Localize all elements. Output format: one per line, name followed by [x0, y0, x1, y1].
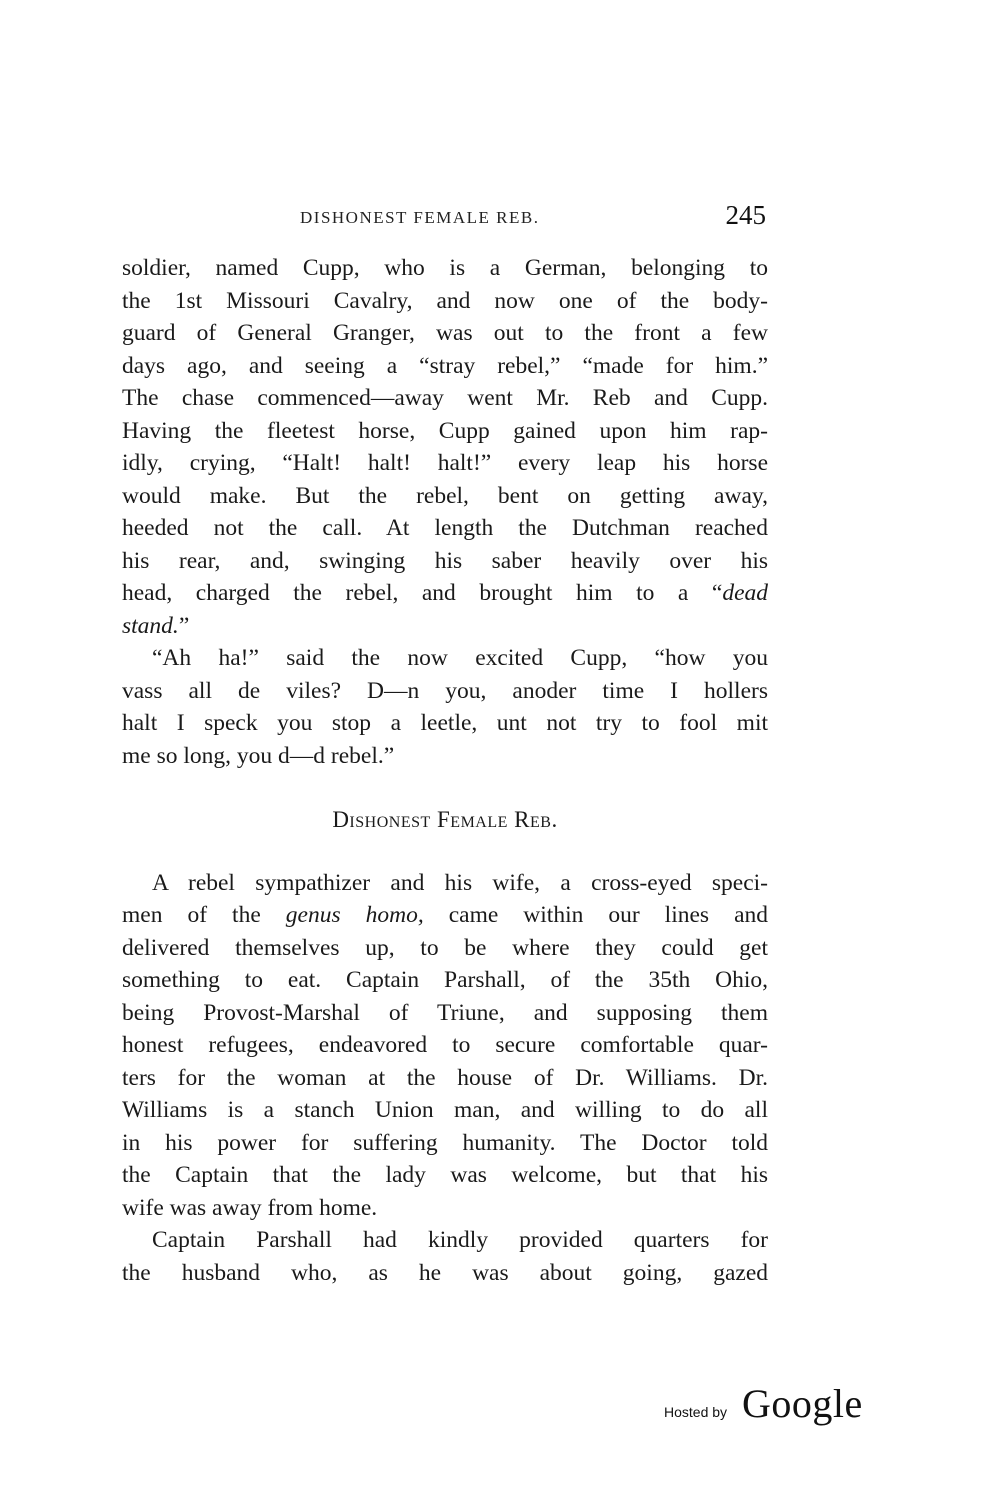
italic-text: dead [722, 580, 768, 606]
paragraph-rebel-sympathizer [122, 867, 768, 1225]
paragraph-cupp-chase [122, 252, 768, 642]
italic-text: stand. [122, 612, 179, 639]
text-line: would make. But the rebel, bent on getting away, [122, 482, 768, 509]
page-number: 245 [725, 200, 766, 230]
running-title: DISHONEST FEMALE REB. [300, 208, 540, 227]
text-line: The chase commenced—away went Mr. Reb and Cupp. [122, 385, 768, 411]
text-line: heeded not the call. At length the Dutchman reached [122, 515, 768, 541]
text-line: soldier, named Cupp, who is a German, belonging to [122, 255, 768, 281]
text-line: halt I speck you stop a leetle, unt not try to fool mit [122, 710, 768, 736]
text-line: the husband who, as he was about going, gazed [122, 1259, 768, 1286]
text-line: in his power for suffering humanity. The Doctor told [122, 1129, 768, 1156]
text-line: Williams is a stanch Union man, and willing to do all [122, 1097, 768, 1123]
text-line: days ago, and seeing a “stray rebel,” “made for him.” [122, 352, 768, 379]
text-line: me so long, you d—d rebel.” [122, 742, 395, 769]
running-head [122, 200, 768, 240]
text-line: delivered themselves up, to be where they could get [122, 934, 768, 961]
text-segment: ” [178, 612, 190, 639]
text-line: the 1st Missouri Cavalry, and now one of the body- [122, 287, 768, 314]
paragraph-captain-parshall [122, 1224, 768, 1289]
text-line: “Ah ha!” said the now excited Cupp, “how you [152, 645, 768, 671]
text-line [122, 899, 768, 932]
text-line: vass all de viles? D—n you, anoder time I hollers [122, 677, 768, 704]
text-segment: head, charged the rebel, and brought him to a “ [122, 580, 723, 606]
paragraph-cupp-quote [122, 642, 768, 772]
text-line: ters for the woman at the house of Dr. Williams. Dr. [122, 1064, 768, 1091]
text-line: Captain Parshall had kindly provided quarters for [152, 1227, 768, 1253]
hosted-by-google-watermark [664, 1380, 874, 1430]
text-line: honest refugees, endeavored to secure comfortable quar- [122, 1032, 768, 1058]
text-line [122, 577, 768, 610]
section-heading: Dishonest Female Reb. [332, 807, 558, 832]
google-logo: Google [742, 1381, 863, 1426]
text-line: being Provost-Marshal of Triune, and supposing them [122, 999, 768, 1026]
text-line: the Captain that the lady was welcome, but that his [122, 1162, 768, 1188]
text-segment: men of the [122, 902, 286, 928]
text-line: wife was away from home. [122, 1194, 378, 1221]
text-segment: came within our lines and [423, 902, 768, 928]
text-line: idly, crying, “Halt! halt! halt!” every leap his horse [122, 450, 768, 476]
text-line: guard of General Granger, was out to the front a few [122, 320, 768, 346]
text-line: Having the fleetest horse, Cupp gained upon him rap- [122, 417, 768, 444]
text-line [122, 610, 768, 643]
body-text [122, 252, 768, 1289]
hosted-by-label: Hosted by [664, 1404, 728, 1420]
text-line: something to eat. Captain Parshall, of the 35th Ohio, [122, 967, 768, 993]
text-line: his rear, and, swinging his saber heavily over his [122, 547, 768, 574]
italic-text: genus homo, [285, 902, 424, 928]
text-line: A rebel sympathizer and his wife, a cross-eyed speci- [152, 869, 768, 896]
